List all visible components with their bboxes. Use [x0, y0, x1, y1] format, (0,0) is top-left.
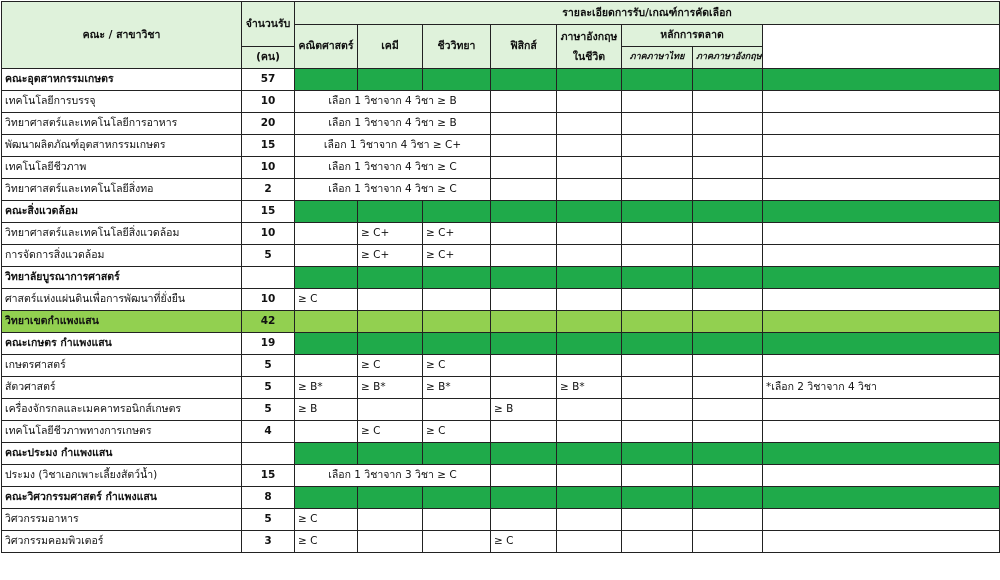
row-chem: [358, 399, 423, 421]
row-remark: [763, 399, 1000, 421]
header-chem: เคมี: [358, 25, 423, 69]
row-mkt-th: [622, 355, 693, 377]
table-row: [2, 289, 1000, 311]
table-row: [2, 135, 1000, 157]
row-phys: [491, 355, 557, 377]
table-row: [2, 245, 1000, 267]
row-name: คณะสิ่งแวดล้อม: [2, 201, 242, 223]
row-phys: [491, 223, 557, 245]
table-row: [2, 465, 1000, 487]
row-phys: [491, 179, 557, 201]
row-bio: [423, 531, 491, 553]
row-fill: [358, 487, 423, 509]
row-math: [295, 421, 358, 443]
table-row: [2, 179, 1000, 201]
row-name: คณะประมง กำแพงแสน: [2, 443, 242, 465]
row-count: 10: [242, 223, 295, 245]
row-fill: [423, 201, 491, 223]
row-count: 10: [242, 91, 295, 113]
row-fill: [295, 311, 358, 333]
row-phys: [491, 377, 557, 399]
row-name: เทคโนโลยีชีวภาพทางการเกษตร: [2, 421, 242, 443]
row-name: พัฒนาผลิตภัณฑ์อุตสาหกรรมเกษตร: [2, 135, 242, 157]
row-criteria-span: เลือก 1 วิชาจาก 4 วิชา ≥ C+: [295, 135, 491, 157]
row-phys: [491, 421, 557, 443]
row-criteria-span: เลือก 1 วิชาจาก 4 วิชา ≥ C: [295, 157, 491, 179]
row-fill: [693, 333, 763, 355]
row-count: 5: [242, 377, 295, 399]
table-row: [2, 333, 1000, 355]
row-math: [295, 355, 358, 377]
row-mkt-en: [693, 355, 763, 377]
row-math: [295, 223, 358, 245]
row-fill: [693, 201, 763, 223]
row-fill: [358, 201, 423, 223]
row-name: เครื่องจักรกลและเมคคาทรอนิกส์เกษตร: [2, 399, 242, 421]
row-name: เทคโนโลยีชีวภาพ: [2, 157, 242, 179]
row-fill: [358, 311, 423, 333]
row-fill: [557, 487, 622, 509]
row-fill: [358, 333, 423, 355]
row-math: ≥ C: [295, 531, 358, 553]
row-remark: *เลือก 2 วิชาจาก 4 วิชา: [763, 377, 1000, 399]
row-eng: [557, 245, 622, 267]
row-remark: [763, 421, 1000, 443]
row-fill: [295, 201, 358, 223]
row-fill: [693, 69, 763, 91]
row-count: 8: [242, 487, 295, 509]
row-name: วิทยาเขตกำแพงแสน: [2, 311, 242, 333]
row-fill: [423, 487, 491, 509]
row-count: 15: [242, 201, 295, 223]
row-fill: [763, 201, 1000, 223]
row-bio: ≥ B*: [423, 377, 491, 399]
header-phys: ฟิสิกส์: [491, 25, 557, 69]
row-fill: [295, 69, 358, 91]
table-row: [2, 355, 1000, 377]
row-chem: ≥ C+: [358, 223, 423, 245]
row-mkt-th: [622, 179, 693, 201]
row-count: 5: [242, 355, 295, 377]
header-marketing-thai: ภาคภาษาไทย: [622, 47, 693, 69]
row-mkt-en: [693, 179, 763, 201]
table-row: [2, 223, 1000, 245]
row-mkt-en: [693, 113, 763, 135]
row-remark: [763, 179, 1000, 201]
row-fill: [423, 311, 491, 333]
row-name: ประมง (วิชาเอกเพาะเลี้ยงสัตว์น้ำ): [2, 465, 242, 487]
row-mkt-en: [693, 223, 763, 245]
row-phys: [491, 113, 557, 135]
row-phys: ≥ B: [491, 399, 557, 421]
row-fill: [295, 267, 358, 289]
row-mkt-th: [622, 289, 693, 311]
row-mkt-en: [693, 157, 763, 179]
row-phys: [491, 91, 557, 113]
row-count: 4: [242, 421, 295, 443]
row-name: ศาสตร์แห่งแผ่นดินเพื่อการพัฒนาที่ยั่งยืน: [2, 289, 242, 311]
row-bio: [423, 289, 491, 311]
row-name: วิทยาลัยบูรณาการศาสตร์: [2, 267, 242, 289]
row-count: 3: [242, 531, 295, 553]
header-faculty: คณะ / สาขาวิชา: [2, 2, 242, 69]
header-criteria: รายละเอียดการรับ/เกณฑ์การคัดเลือก: [295, 2, 1000, 25]
row-name: คณะเกษตร กำแพงแสน: [2, 333, 242, 355]
row-criteria-span: เลือก 1 วิชาจาก 4 วิชา ≥ B: [295, 91, 491, 113]
row-math: ≥ B: [295, 399, 358, 421]
row-mkt-th: [622, 135, 693, 157]
row-fill: [763, 333, 1000, 355]
table-header: [2, 2, 1000, 69]
header-marketing: หลักการตลาด: [622, 25, 763, 47]
table-row: [2, 91, 1000, 113]
row-count: 20: [242, 113, 295, 135]
row-mkt-th: [622, 91, 693, 113]
table-row: [2, 377, 1000, 399]
row-math: ≥ C: [295, 509, 358, 531]
row-math: ≥ B*: [295, 377, 358, 399]
row-fill: [557, 311, 622, 333]
row-fill: [622, 333, 693, 355]
row-mkt-th: [622, 509, 693, 531]
row-fill: [491, 333, 557, 355]
header-math: คณิตศาสตร์: [295, 25, 358, 69]
row-mkt-th: [622, 399, 693, 421]
row-mkt-th: [622, 157, 693, 179]
row-count: 5: [242, 509, 295, 531]
row-remark: [763, 465, 1000, 487]
table-body: [2, 69, 1000, 553]
row-bio: [423, 399, 491, 421]
row-count: 15: [242, 465, 295, 487]
row-count: [242, 267, 295, 289]
row-eng: ≥ B*: [557, 377, 622, 399]
row-mkt-en: [693, 377, 763, 399]
row-remark: [763, 135, 1000, 157]
row-fill: [693, 311, 763, 333]
header-quota-unit: (คน): [242, 47, 295, 69]
row-phys: [491, 465, 557, 487]
header-bio: ชีววิทยา: [423, 25, 491, 69]
row-fill: [622, 267, 693, 289]
row-phys: ≥ C: [491, 531, 557, 553]
header-quota: จำนวนรับ: [242, 2, 295, 47]
table-row: [2, 267, 1000, 289]
row-count: 5: [242, 245, 295, 267]
row-fill: [295, 487, 358, 509]
row-mkt-en: [693, 245, 763, 267]
row-bio: ≥ C: [423, 355, 491, 377]
row-remark: [763, 355, 1000, 377]
row-remark: [763, 509, 1000, 531]
row-fill: [693, 487, 763, 509]
table-row: [2, 443, 1000, 465]
row-eng: [557, 355, 622, 377]
row-count: [242, 443, 295, 465]
row-fill: [423, 443, 491, 465]
row-count: 10: [242, 157, 295, 179]
row-eng: [557, 531, 622, 553]
row-fill: [423, 267, 491, 289]
row-name: เกษตรศาสตร์: [2, 355, 242, 377]
table-row: [2, 509, 1000, 531]
row-name: วิทยาศาสตร์และเทคโนโลยีสิ่งแวดล้อม: [2, 223, 242, 245]
row-chem: [358, 531, 423, 553]
row-fill: [358, 267, 423, 289]
row-eng: [557, 465, 622, 487]
row-eng: [557, 421, 622, 443]
row-name: วิทยาศาสตร์และเทคโนโลยีสิ่งทอ: [2, 179, 242, 201]
admission-table: [1, 1, 1000, 553]
row-fill: [358, 69, 423, 91]
row-mkt-en: [693, 289, 763, 311]
row-fill: [423, 69, 491, 91]
row-fill: [557, 333, 622, 355]
row-mkt-th: [622, 245, 693, 267]
row-fill: [693, 443, 763, 465]
row-fill: [491, 201, 557, 223]
row-fill: [491, 443, 557, 465]
table-row: [2, 157, 1000, 179]
row-fill: [491, 69, 557, 91]
row-fill: [622, 443, 693, 465]
row-fill: [557, 443, 622, 465]
row-fill: [763, 311, 1000, 333]
row-chem: ≥ C: [358, 421, 423, 443]
row-fill: [491, 267, 557, 289]
row-mkt-en: [693, 135, 763, 157]
row-eng: [557, 399, 622, 421]
table-row: [2, 69, 1000, 91]
row-eng: [557, 135, 622, 157]
table-row: [2, 311, 1000, 333]
row-name: วิศวกรรมคอมพิวเตอร์: [2, 531, 242, 553]
row-remark: [763, 531, 1000, 553]
row-eng: [557, 157, 622, 179]
row-count: 19: [242, 333, 295, 355]
table-row: [2, 201, 1000, 223]
row-fill: [557, 69, 622, 91]
row-eng: [557, 179, 622, 201]
row-fill: [622, 69, 693, 91]
row-fill: [622, 201, 693, 223]
row-fill: [295, 443, 358, 465]
row-fill: [763, 69, 1000, 91]
row-fill: [358, 443, 423, 465]
row-count: 57: [242, 69, 295, 91]
row-fill: [622, 487, 693, 509]
row-eng: [557, 91, 622, 113]
row-math: ≥ C: [295, 289, 358, 311]
row-name: คณะวิศวกรรมศาสตร์ กำแพงแสน: [2, 487, 242, 509]
row-count: 15: [242, 135, 295, 157]
row-mkt-en: [693, 399, 763, 421]
row-bio: [423, 509, 491, 531]
row-phys: [491, 289, 557, 311]
row-eng: [557, 113, 622, 135]
row-count: 10: [242, 289, 295, 311]
row-fill: [622, 311, 693, 333]
row-chem: ≥ B*: [358, 377, 423, 399]
row-chem: [358, 289, 423, 311]
row-mkt-th: [622, 465, 693, 487]
row-fill: [557, 267, 622, 289]
row-fill: [491, 487, 557, 509]
table-row: [2, 399, 1000, 421]
header-marketing-english: ภาคภาษาอังกฤษ: [693, 47, 763, 69]
row-fill: [491, 311, 557, 333]
row-phys: [491, 135, 557, 157]
header-eng: ภาษาอังกฤษในชีวิต: [557, 25, 622, 69]
table-row: [2, 421, 1000, 443]
row-fill: [763, 487, 1000, 509]
table-row: [2, 113, 1000, 135]
row-count: 2: [242, 179, 295, 201]
row-fill: [763, 267, 1000, 289]
row-remark: [763, 91, 1000, 113]
row-mkt-th: [622, 377, 693, 399]
row-name: สัตวศาสตร์: [2, 377, 242, 399]
row-mkt-en: [693, 509, 763, 531]
row-bio: ≥ C+: [423, 223, 491, 245]
row-name: เทคโนโลยีการบรรจุ: [2, 91, 242, 113]
row-chem: ≥ C+: [358, 245, 423, 267]
row-mkt-en: [693, 465, 763, 487]
row-count: 42: [242, 311, 295, 333]
row-mkt-en: [693, 531, 763, 553]
row-remark: [763, 113, 1000, 135]
row-name: คณะอุตสาหกรรมเกษตร: [2, 69, 242, 91]
row-remark: [763, 289, 1000, 311]
row-criteria-span: เลือก 1 วิชาจาก 4 วิชา ≥ C: [295, 179, 491, 201]
table-row: [2, 531, 1000, 553]
row-mkt-en: [693, 91, 763, 113]
row-chem: [358, 509, 423, 531]
row-criteria-span: เลือก 1 วิชาจาก 4 วิชา ≥ B: [295, 113, 491, 135]
row-name: วิศวกรรมอาหาร: [2, 509, 242, 531]
row-remark: [763, 245, 1000, 267]
row-mkt-th: [622, 531, 693, 553]
row-name: การจัดการสิ่งแวดล้อม: [2, 245, 242, 267]
row-bio: ≥ C+: [423, 245, 491, 267]
row-bio: ≥ C: [423, 421, 491, 443]
row-mkt-th: [622, 421, 693, 443]
row-remark: [763, 223, 1000, 245]
row-fill: [693, 267, 763, 289]
row-name: วิทยาศาสตร์และเทคโนโลยีการอาหาร: [2, 113, 242, 135]
row-phys: [491, 157, 557, 179]
row-phys: [491, 509, 557, 531]
row-fill: [763, 443, 1000, 465]
row-mkt-en: [693, 421, 763, 443]
row-fill: [557, 201, 622, 223]
row-math: [295, 245, 358, 267]
table-row: [2, 487, 1000, 509]
row-fill: [423, 333, 491, 355]
row-eng: [557, 223, 622, 245]
row-phys: [491, 245, 557, 267]
row-count: 5: [242, 399, 295, 421]
row-criteria-span: เลือก 1 วิชาจาก 3 วิชา ≥ C: [295, 465, 491, 487]
row-mkt-th: [622, 223, 693, 245]
row-eng: [557, 509, 622, 531]
row-fill: [295, 333, 358, 355]
row-eng: [557, 289, 622, 311]
row-remark: [763, 157, 1000, 179]
row-chem: ≥ C: [358, 355, 423, 377]
row-mkt-th: [622, 113, 693, 135]
